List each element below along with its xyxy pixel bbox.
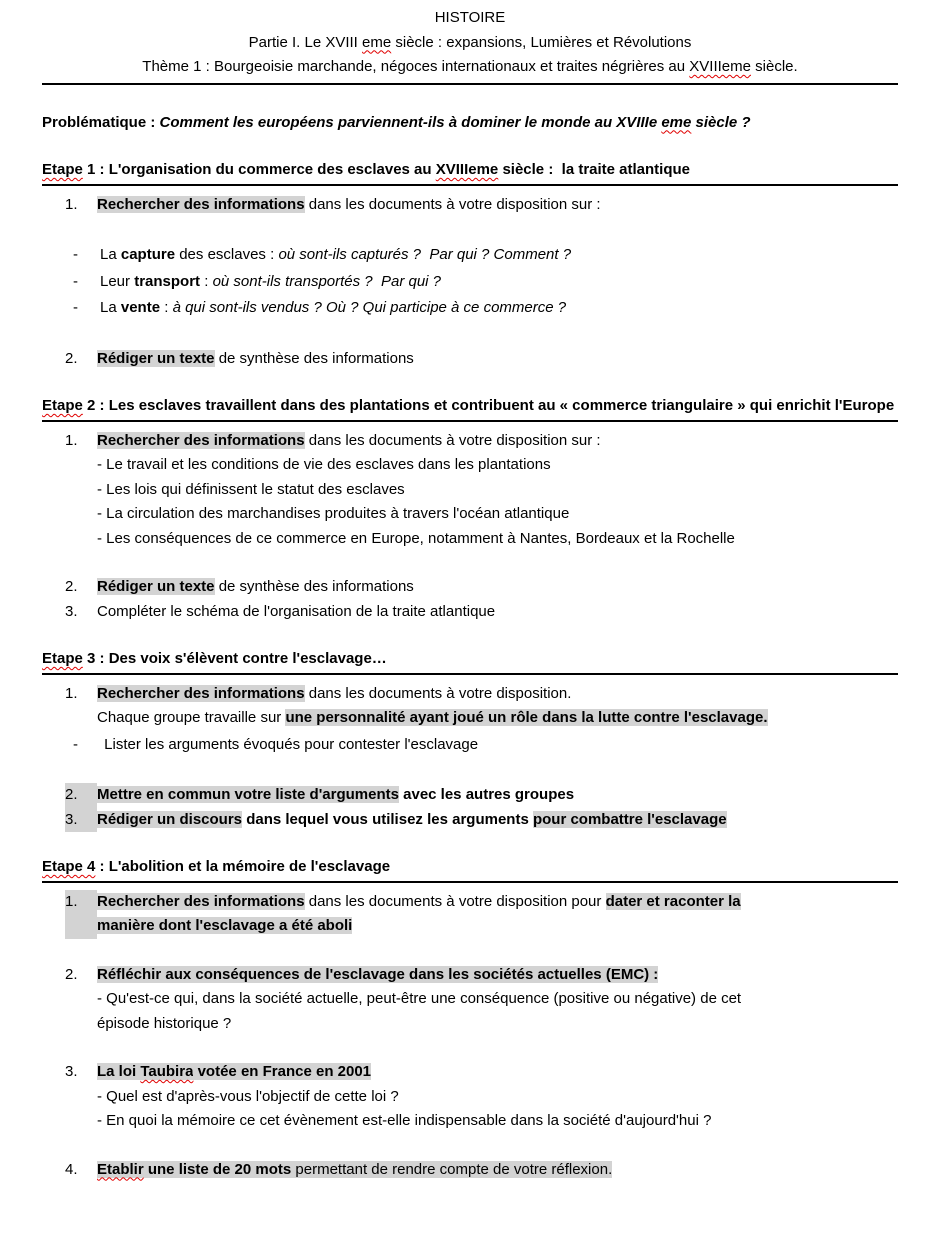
text-run: où sont-ils transportés ? Par qui ? [212,272,442,290]
list-item-content [100,733,898,758]
list-item-content [97,890,898,939]
text-run: - Les lois qui définissent le statut des esclaves [97,480,405,498]
text-run: eme [661,113,692,131]
text-run: dans lequel vous utilisez les arguments [242,810,533,828]
text-run: dans les documents à votre disposition pour [304,892,606,910]
text-line [97,706,898,731]
text-run: Etape [42,397,83,414]
text-run: XVIIIeme [435,161,499,178]
dash-list-item [42,733,898,758]
text-line [97,808,898,833]
text-run: Etape [42,161,83,178]
list-marker: - [73,246,78,263]
text-run: dans les documents à votre disposition sur : [304,195,601,213]
numbered-list-item [42,193,898,218]
text-run: Chaque groupe travaille sur [97,709,286,726]
list-marker: 3. [65,602,78,620]
text-run: votée en France en 2001 [193,1063,372,1080]
text-run: siècle : expansions, Lumières et Révolutions [391,33,692,51]
text-run: Compléter le schéma de l'organisation de la traite atlantique [97,602,496,620]
list-marker: 3. [65,1063,78,1080]
header-line [42,31,898,56]
list-item-content [97,682,898,731]
text-run: Rédiger un texte [97,349,215,367]
text-run: Comment les européens parviennent-ils à dominer le monde au XVIIIe [159,113,662,131]
text-line [97,1060,898,1085]
text-run: XVIIIeme [689,58,751,75]
numbered-list-item [42,575,898,600]
list-item-content [97,783,898,808]
text-run: Problématique : [42,113,160,131]
text-run: Lister les arguments évoqués pour contester l'esclavage [100,735,479,753]
list-marker: 1. [65,195,78,213]
text-run: à qui sont-ils vendus ? Où ? Qui participe à ce commerce ? [172,299,567,316]
text-run: siècle : la traite atlantique [498,161,691,178]
text-run: Taubira [140,1063,194,1080]
numbered-list-item [42,890,898,939]
section-heading [42,855,898,883]
text-run: - En quoi la mémoire ce cet évènement est-elle indispensable dans la société d'aujourd'hui ? [97,1112,712,1129]
list-item-content [97,193,898,218]
numbered-list-item [42,808,898,833]
text-run: de synthèse des informations [214,349,414,367]
sub-line [97,527,898,552]
document-header [42,6,898,80]
text-run: : L'abolition et la mémoire de l'esclavage [95,858,391,875]
text-run: Etape 4 [42,858,96,875]
text-run: dater et raconter la [605,892,741,910]
list-marker: 1. [65,890,97,939]
sub-line [97,453,898,478]
text-run: pour combattre l'esclavage [532,810,727,828]
text-run: Mettre en commun votre liste d'arguments [97,786,399,803]
text-run: - Le travail et les conditions de vie des esclaves dans les plantations [97,456,551,473]
list-item-content [97,347,898,372]
text-line [100,733,898,758]
text-run: une liste de 20 mots [143,1160,292,1178]
text-run: Etape [42,650,83,667]
list-marker: 2. [65,965,78,983]
problematique-line [42,111,898,136]
text-run: : [160,299,173,316]
numbered-list-item [42,1060,898,1134]
text-run: dans les documents à votre disposition sur : [304,431,601,449]
blank-line [42,1134,898,1158]
section-heading [42,394,898,422]
text-line [97,1158,898,1183]
list-item-content [97,963,898,1037]
text-run: La [100,299,121,316]
list-item-content [97,600,898,625]
list-marker: 2. [65,578,78,595]
list-item-content [100,270,898,295]
text-run: - Qu'est-ce qui, dans la société actuelle, peut-être une conséquence (positive ou négative) de cet [97,990,742,1007]
text-run: capture [120,246,176,263]
list-item-content [100,243,898,268]
list-item-content [97,808,898,833]
section-blocks [42,682,898,833]
text-line [97,783,898,808]
text-run: eme [362,33,392,51]
section-blocks [42,429,898,625]
section [42,158,898,371]
text-run: des esclaves : [175,246,279,263]
list-marker: 3. [65,808,97,833]
text-run: siècle ? [691,113,751,131]
text-run: Réfléchir aux conséquences de l'esclavage dans les sociétés actuelles (EMC) : [97,965,659,983]
text-line [97,429,898,454]
section-blocks [42,890,898,1183]
blank-line [42,759,898,783]
section-heading [42,647,898,675]
text-run: - Les conséquences de ce commerce en Europe, notamment à Nantes, Bordeaux et la Rochelle [97,529,735,547]
text-run: Partie I. Le XVIII [248,33,363,51]
dash-list-item [42,270,898,295]
text-line [100,270,898,295]
text-run: vente [120,299,161,316]
blank-line [42,217,898,241]
text-run: - Quel est d'après-vous l'objectif de cette loi ? [97,1087,399,1105]
text-line [97,987,898,1012]
text-run: - La circulation des marchandises produites à travers l'océan atlantique [97,505,570,522]
text-run: 2 : Les esclaves travaillent dans des plantations et contribuent au « commerce triangulaire » qui enrichit l'Europe [82,397,895,414]
list-marker: 4. [65,1160,78,1178]
text-run: Etablir [97,1160,144,1178]
section [42,855,898,1182]
dash-list-item [42,243,898,268]
numbered-list-item [42,429,898,454]
text-run: siècle. [751,58,798,75]
text-line [100,243,898,268]
text-line [100,296,898,321]
section [42,647,898,832]
blank-line [42,323,898,347]
section-heading [42,158,898,186]
text-run: permettant de rendre compte de votre réflexion. [291,1160,613,1178]
header-rule [42,83,898,85]
text-run: Rechercher des informations [97,684,305,702]
list-marker: 1. [65,431,78,449]
section-blocks [42,193,898,372]
text-run: La loi [97,1063,141,1080]
text-run: de synthèse des informations [214,578,414,595]
text-run: 3 : Des voix s'élèvent contre l'esclavage… [82,650,387,667]
list-marker: - [73,735,78,753]
text-run: Rédiger un discours [97,810,243,828]
text-run: Leur [100,272,135,290]
list-marker: 2. [65,783,97,808]
text-run: une personnalité ayant joué un rôle dans la lutte contre l'esclavage. [285,709,768,726]
text-run: où sont-ils capturés ? Par qui ? Comment ? [278,246,572,263]
list-marker: 2. [65,349,78,367]
text-run: Rédiger un texte [97,578,215,595]
numbered-list-item [42,963,898,1037]
blank-line [42,1036,898,1060]
text-line [97,890,898,915]
list-item-content [97,575,898,600]
text-run: Rechercher des informations [97,892,305,910]
list-marker: - [73,299,78,316]
text-line [97,1085,898,1110]
blank-line [42,551,898,575]
header-line [42,6,898,31]
blank-line [42,939,898,963]
list-item-content [97,429,898,454]
text-line [97,963,898,988]
text-run: : [200,272,213,290]
numbered-list-item [42,600,898,625]
text-run: dans les documents à votre disposition. [304,684,572,702]
numbered-list-item [42,1158,898,1183]
text-line [97,914,898,939]
header-line [42,55,898,80]
numbered-list-item [42,783,898,808]
text-line [97,193,898,218]
text-run: avec les autres groupes [398,786,575,803]
text-run: Thème 1 : Bourgeoisie marchande, négoces internationaux et traites négrières au [142,58,690,75]
numbered-list-item [42,682,898,731]
list-marker: 1. [65,684,78,702]
list-item-content [100,296,898,321]
text-run: transport [134,272,201,290]
list-marker: - [73,272,78,290]
section [42,394,898,624]
dash-list-item [42,296,898,321]
text-line [97,682,898,707]
text-run: Rechercher des informations [97,431,305,449]
text-line [97,600,898,625]
text-line [97,1012,898,1037]
list-item-content [97,1158,898,1183]
text-line [97,1109,898,1134]
sections-container [42,158,898,1182]
text-run: La [100,246,121,263]
text-run: manière dont l'esclavage a été aboli [97,917,353,934]
list-item-content [97,1060,898,1134]
text-run: Rechercher des informations [97,195,305,213]
text-run: épisode historique ? [97,1014,232,1032]
text-line [97,347,898,372]
numbered-list-item [42,347,898,372]
text-line [97,575,898,600]
text-run: HISTOIRE [434,9,506,26]
sub-line [97,502,898,527]
text-run: 1 : L'organisation du commerce des esclaves au [82,161,436,178]
sub-line [97,478,898,503]
